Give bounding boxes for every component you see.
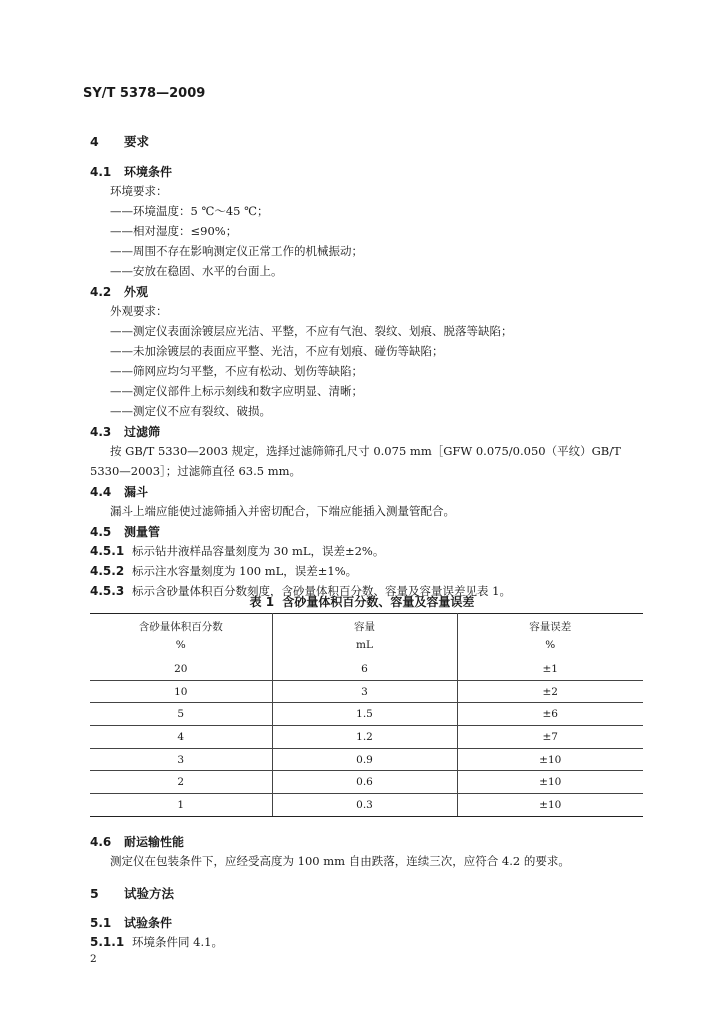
list-item: ——测定仪不应有裂纹、破损。 (110, 404, 271, 418)
clause-4-5-2 (90, 563, 357, 579)
table-row (90, 658, 643, 680)
table-caption: 表 1 含砂量体积百分数、容量及容量误差 (249, 595, 475, 609)
list-item: ——筛网应均匀平整，不应有松动、划伤等缺陷； (110, 364, 363, 378)
clause-text: 环境条件同 4.1。 (132, 935, 223, 949)
table-cell: 0.6 (272, 771, 457, 794)
column-header: 容量误差 % (529, 620, 572, 651)
table-cell: 3 (272, 680, 457, 703)
table-cell: ±10 (539, 798, 562, 811)
section-title: 漏斗 (124, 485, 149, 499)
clause-number: 4.5.2 (90, 564, 125, 578)
section-number: 4.3 (90, 425, 112, 439)
table-cell: 1 (90, 794, 272, 816)
table-cell: 0.3 (272, 794, 457, 816)
section-number: 4 (90, 134, 99, 149)
table-cell: 1.2 (272, 726, 457, 749)
section-number: 5.1 (90, 916, 112, 930)
list-item: ——相对湿度：≤90%； (110, 224, 238, 238)
page-number: 2 (90, 953, 97, 965)
list-item: ——周围不存在影响测定仪正常工作的机械振动； (110, 244, 363, 258)
section-title: 试验方法 (124, 886, 175, 901)
table-cell: ±10 (457, 771, 643, 794)
table-cell: ±2 (457, 680, 643, 703)
paragraph: 按 GB/T 5330—2003 规定，选择过滤筛筛孔尺寸 0.075 mm［GFW 0.075/0.050（平纹）GB/T (110, 444, 621, 458)
table-header-row (90, 613, 643, 658)
paragraph: 测定仪在包装条件下，应经受高度为 100 mm 自由跌落，连续三次，应符合 4.2 的要求。 (110, 854, 570, 868)
section-title: 试验条件 (124, 916, 173, 930)
table-cell: 3 (90, 748, 272, 771)
section-number: 4.6 (90, 835, 112, 849)
section-title: 外观 (124, 285, 149, 299)
section-5-1-heading (90, 914, 172, 931)
table-row (90, 703, 643, 726)
table-cell: ±7 (457, 726, 643, 749)
section-title: 要求 (124, 134, 150, 149)
section-number: 5 (90, 886, 99, 901)
section-number: 4.2 (90, 285, 112, 299)
paragraph: 漏斗上端应能使过滤筛插入并密切配合，下端应能插入测量管配合。 (110, 504, 455, 518)
section-number: 4.1 (90, 165, 112, 179)
clause-number: 5.1.1 (90, 935, 125, 949)
section-4-3-heading (90, 423, 160, 440)
table-cell: 5 (90, 703, 272, 726)
table-cell: 1.5 (272, 703, 457, 726)
section-4-5-heading (90, 523, 160, 540)
table-cell: 0.9 (272, 748, 457, 771)
section-number: 4.4 (90, 485, 112, 499)
paragraph: 5330—2003］；过滤筛直径 63.5 mm。 (90, 464, 302, 478)
list-item: ——测定仪部件上标示刻线和数字应明显、清晰； (110, 384, 363, 398)
table-row (90, 748, 643, 771)
clause-text: 标示含砂量体积百分数刻度，含砂量体积百分数、容量及容量误差见表 1。 (132, 584, 511, 598)
table-cell: ±10 (457, 748, 643, 771)
section-4-6-heading (90, 833, 184, 850)
column-header: 容量 mL (272, 613, 457, 658)
list-item: ——环境温度：5 ℃～45 ℃； (110, 204, 269, 218)
list-item: ——测定仪表面涂镀层应光洁、平整，不应有气泡、裂纹、划痕、脱落等缺陷； (110, 324, 513, 338)
table-cell: 10 (90, 680, 272, 703)
list-item: ——安放在稳固、水平的台面上。 (110, 264, 283, 278)
table-row (90, 771, 643, 794)
section-title: 测量管 (124, 525, 161, 539)
table-row (90, 726, 643, 749)
standard-code: SY/T 5378—2009 (83, 86, 206, 101)
data-table (90, 613, 643, 816)
section-title: 耐运输性能 (124, 835, 185, 849)
table-cell: 6 (272, 658, 457, 680)
clause-number: 4.5.3 (90, 584, 125, 598)
table-cell: 2 (90, 771, 272, 794)
section-4-heading (90, 132, 149, 150)
paragraph: 环境要求： (110, 184, 168, 198)
section-5-heading (90, 884, 174, 902)
clause-4-5-1 (90, 543, 384, 559)
table-cell: 4 (90, 726, 272, 749)
list-item: ——未加涂镀层的表面应平整、光洁，不应有划痕、碰伤等缺陷； (110, 344, 444, 358)
section-number: 4.5 (90, 525, 112, 539)
table-cell: ±6 (457, 703, 643, 726)
section-title: 环境条件 (124, 165, 173, 179)
clause-5-1-1 (90, 934, 223, 950)
table-cell: 20 (90, 658, 272, 680)
clause-text: 标示注水容量刻度为 100 mL，误差±1%。 (132, 564, 358, 578)
section-4-2-heading (90, 283, 148, 300)
paragraph: 外观要求： (110, 304, 168, 318)
table-cell: ±1 (457, 658, 643, 680)
column-header: 含砂量体积百分数 % (90, 613, 272, 658)
section-4-4-heading (90, 483, 148, 500)
section-4-1-heading (90, 163, 172, 180)
clause-text: 标示钻井液样品容量刻度为 30 mL，误差±2%。 (132, 544, 385, 558)
section-title: 过滤筛 (124, 425, 161, 439)
table-row (90, 794, 643, 816)
clause-number: 4.5.1 (90, 544, 125, 558)
table-row (90, 680, 643, 703)
